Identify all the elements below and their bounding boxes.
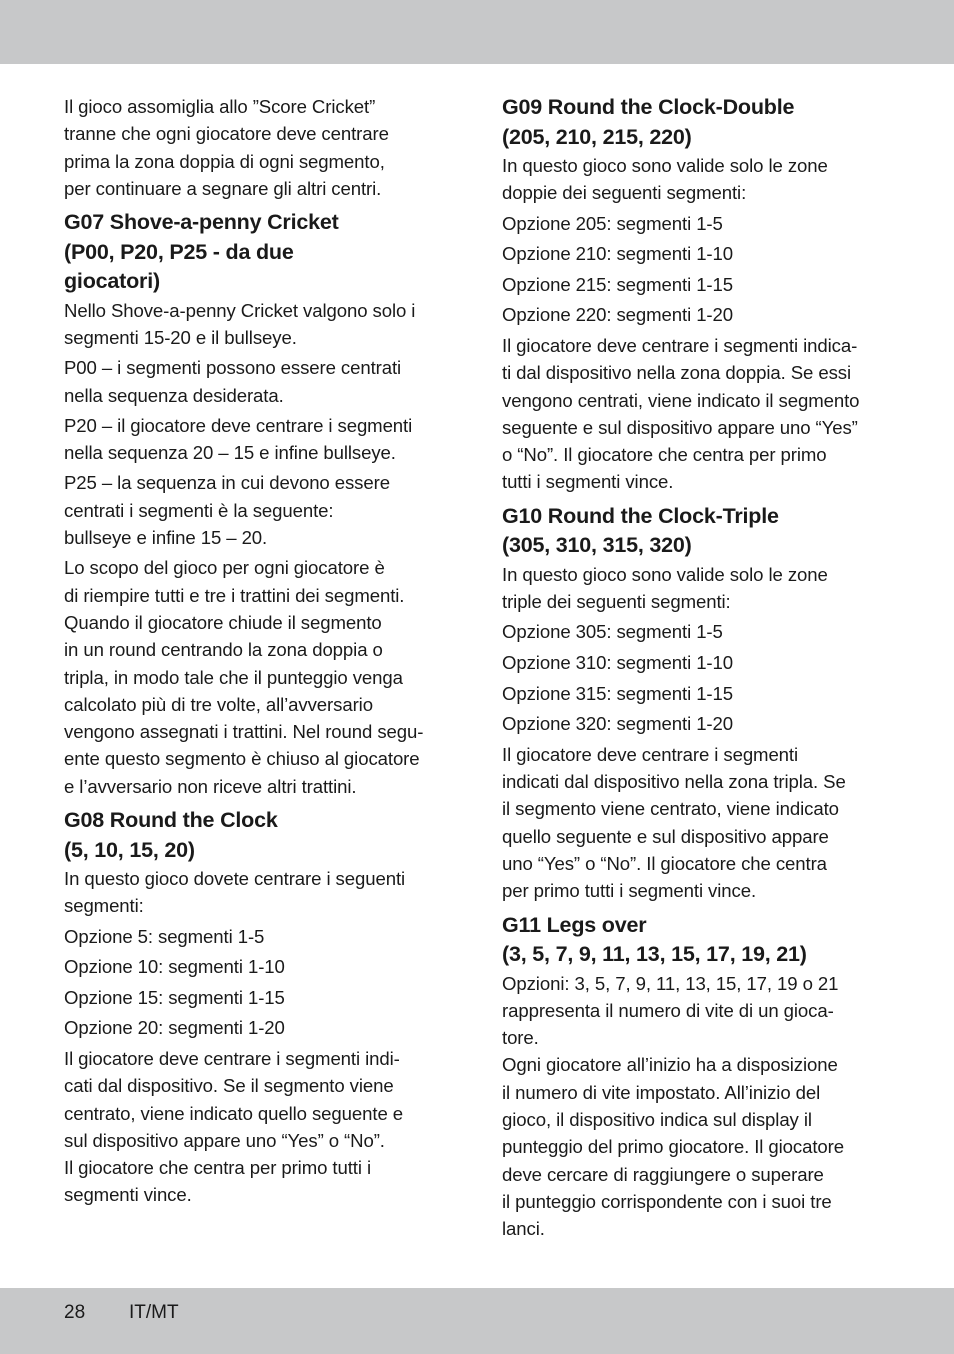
option-line: Opzione 320: segmenti 1-20	[502, 713, 734, 735]
body-paragraph: In questo gioco sono valide solo le zone doppie dei seguenti segmenti:	[502, 155, 828, 204]
option-line: Opzione 15: segmenti 1-15	[64, 986, 285, 1008]
section-heading: G08 Round the Clock (5, 10, 15, 20)	[64, 808, 278, 862]
body-paragraph: Il giocatore deve centrare i segmenti indicati dal dispositivo nella zona tripla. Se il segmento viene centrato, viene indicato quello seguente e sul dispositivo appare uno “Yes” o “No”. Il giocatore che centra per primo tutti i segmenti vince.	[502, 743, 846, 902]
body-paragraph: Il gioco assomiglia allo ”Score Cricket” tranne che ogni giocatore deve centrare prima la zona doppia di ogni segmento, per continuare a segnare gli altri centri.	[64, 96, 389, 199]
right-column	[502, 93, 894, 1245]
body-paragraph: P20 – il giocatore deve centrare i segmenti nella sequenza 20 – 15 e infine bullseye.	[64, 414, 413, 464]
body-paragraph: In questo gioco dovete centrare i seguenti segmenti:	[64, 868, 406, 917]
section-heading: G09 Round the Clock-Double (205, 210, 215, 220)	[502, 95, 795, 149]
page-number: 28	[64, 1302, 86, 1323]
section-heading: G10 Round the Clock-Triple (305, 310, 315, 320)	[502, 503, 779, 558]
option-line: Opzione 215: segmenti 1-15	[502, 273, 734, 295]
option-line: Opzione 205: segmenti 1-5	[502, 212, 723, 234]
section-heading: G11 Legs over (3, 5, 7, 9, 11, 13, 15, 17, 19, 21)	[502, 912, 807, 966]
option-line: Opzione 5: segmenti 1-5	[64, 925, 265, 947]
body-paragraph: Opzioni: 3, 5, 7, 9, 11, 13, 15, 17, 19 o 21 rappresenta il numero di vite di un gioca- tore. Ogni giocatore all’inizio ha a disposizione il numero di vite impostato. All’inizio del gioco, il dispositivo indica sul display il punteggio del primo giocatore. Il giocatore deve cercare di raggiungere o superare il punteggio corrispondente con i suoi tre lanci.	[502, 972, 844, 1240]
option-line: Opzione 20: segmenti 1-20	[64, 1017, 285, 1039]
body-paragraph: Il giocatore deve centrare i segmenti indi- cati dal dispositivo. Se il segmento viene centrato, viene indicato quello seguente e sul dispositivo appare uno “Yes” o “No”. Il giocatore che centra per primo tutti i segmenti vince.	[64, 1048, 403, 1206]
header-band	[0, 0, 954, 64]
body-paragraph: Lo scopo del gioco per ogni giocatore è di riempire tutti e tre i trattini dei segmenti. Quando il giocatore chiude il segmento in un round centrando la zona doppia o tripla, in modo tale che il punteggio venga calcolato più di tre volte, all’avversario vengono assegnati i trattini. Nel round segu- ente questo segmento è chiuso al giocatore e l’avversario non riceve altri trattini.	[64, 557, 424, 797]
body-paragraph: P00 – i segmenti possono essere centrati nella sequenza desiderata.	[64, 357, 402, 406]
body-paragraph: In questo gioco sono valide solo le zone triple dei seguenti segmenti:	[502, 563, 828, 613]
option-line: Opzione 310: segmenti 1-10	[502, 651, 734, 673]
option-line: Opzione 220: segmenti 1-20	[502, 304, 734, 326]
body-paragraph: P25 – la sequenza in cui devono essere centrati i segmenti è la seguente: bullseye e infine 15 – 20.	[64, 472, 390, 549]
language-code: IT/MT	[129, 1302, 179, 1323]
body-paragraph: Nello Shove-a-penny Cricket valgono solo i segmenti 15-20 e il bullseye.	[64, 299, 416, 348]
option-line: Opzione 305: segmenti 1-5	[502, 621, 723, 643]
option-line: Opzione 210: segmenti 1-10	[502, 243, 734, 265]
option-line: Opzione 315: segmenti 1-15	[502, 682, 734, 704]
option-line: Opzione 10: segmenti 1-10	[64, 956, 285, 978]
section-heading: G07 Shove-a-penny Cricket (P00, P20, P25 - da due giocatori)	[64, 210, 339, 294]
body-paragraph: Il giocatore deve centrare i segmenti indica- ti dal dispositivo nella zona doppia. Se essi vengono centrati, viene indicato il segmento seguente e sul dispositivo appare uno “Yes” o “No”. Il giocatore che centra per primo tutti i segmenti vince.	[502, 334, 860, 493]
left-column	[64, 93, 462, 1212]
